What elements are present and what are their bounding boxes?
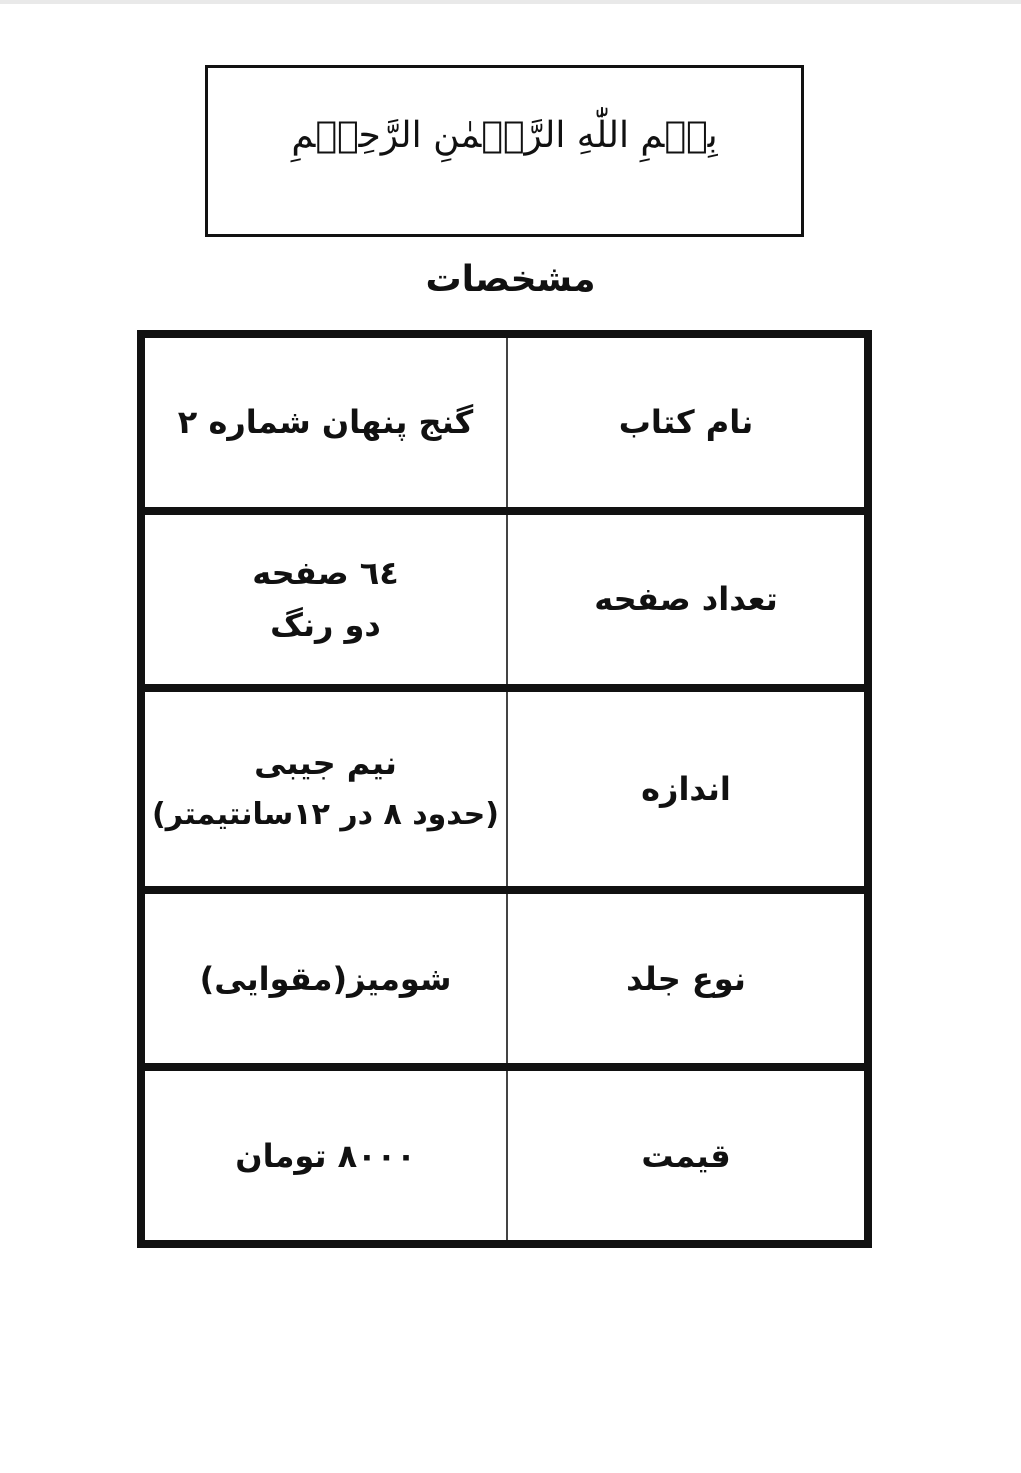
spec-value-line: (حدود ۸ در ۱۲سانتیمتر)	[152, 796, 499, 832]
spec-value	[141, 688, 507, 891]
spec-label: تعداد صفحه	[507, 511, 868, 688]
spec-value-line: گنج پنهان شماره ۲	[177, 403, 474, 442]
basmala-frame	[205, 65, 804, 237]
spec-label: قیمت	[507, 1067, 868, 1244]
table-row	[141, 1067, 868, 1244]
specifications-table	[137, 330, 872, 1248]
spec-value-line: شومیز(مقوایی)	[199, 959, 452, 998]
spec-value	[141, 1067, 507, 1244]
top-edge-strip	[0, 0, 1021, 4]
spec-value-line: نیم جیبی	[254, 743, 397, 782]
spec-value	[141, 334, 507, 511]
spec-value-line: ٦٤ صفحه	[252, 554, 399, 593]
spec-value-line: دو رنگ	[270, 606, 381, 645]
basmala-text: بِسۡمِ اللّٰهِ الرَّحۡمٰنِ الرَّحِيۡمِ	[291, 115, 718, 156]
table-row	[141, 688, 868, 891]
table-row	[141, 890, 868, 1067]
spec-label: اندازه	[507, 688, 868, 891]
table-row	[141, 334, 868, 511]
spec-value-line: ۸۰۰۰ تومان	[235, 1136, 416, 1175]
spec-value	[141, 890, 507, 1067]
spec-value	[141, 511, 507, 688]
spec-label: نام کتاب	[507, 334, 868, 511]
spec-label: نوع جلد	[507, 890, 868, 1067]
table-row	[141, 511, 868, 688]
page-title: مشخصات	[425, 259, 596, 300]
